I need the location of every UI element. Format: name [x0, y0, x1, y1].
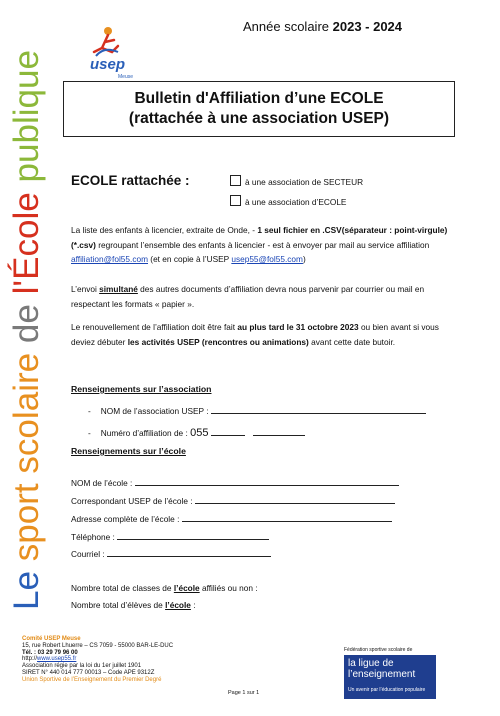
usep-logo [74, 22, 144, 80]
slogan-word: scolaire [7, 353, 46, 484]
assoc-section-heading: Renseignements sur l’association [71, 384, 212, 394]
slogan-word: Le [7, 571, 46, 610]
svg-text:Le sport scolaire de l'École p [7, 50, 46, 610]
slogan-word: publique [7, 50, 46, 193]
total-classes-field[interactable]: Nombre total de classes de l’école affiliés ou non : [71, 583, 258, 593]
title-box [63, 81, 455, 137]
website-link[interactable]: www.usep55.fr [37, 656, 77, 663]
school-address-field[interactable]: Adresse complète de l’école : [71, 512, 392, 524]
paragraph-deadline: Le renouvellement de l’affiliation doit être fait au plus tard le 31 octobre 2023 ou bien avant si vous deviez débuter les activités USEP (rencontres ou animations) avant cette date butoir. [71, 322, 439, 347]
checkbox-secteur[interactable] [230, 175, 241, 186]
ligue-logo-block: Fédération sportive scolaire de la ligue de l’enseignement Un avenir par l’éducation populaire [344, 647, 436, 699]
school-phone-field[interactable]: Téléphone : [71, 530, 269, 542]
paragraph-csv: La liste des enfants à licencier, extraite de Onde, - 1 seul fichier en .CSV(séparateur : point-virgule)(*.csv) regroupant l’ensemble des enfants à licencier - est à envoyer par mail au service affiliation affiliation@fol55.com (et en copie à l’USEP usep55@fol55.com) [71, 225, 448, 264]
slogan-word: sport [7, 483, 46, 572]
total-pupils-field[interactable]: Nombre total d’élèves de l’école : [71, 600, 196, 610]
title-line-2: (rattachée à une association USEP) [128, 110, 390, 127]
footer-address-block: Comité USEP Meuse 15, rue Robert Lhuerre – CS 7059 - 55000 BAR-LE-DUC Tél. : 03 29 79 96 00 http://www.usep55.fr Association régie par la loi du 1er juillet 1901 SIRET N° 440 014 777 00013 – Code APE 9312Z Union Sportive de l’Enseignement du Premier Degré [22, 636, 174, 683]
slogan-word: de [7, 304, 46, 353]
school-section-heading: Renseignements sur l’école [71, 446, 186, 456]
school-name-field[interactable]: NOM de l’école : [71, 476, 399, 488]
affiliation-number-field[interactable]: - Numéro d’affiliation de : 055 [88, 426, 305, 439]
school-email-field[interactable]: Courriel : [71, 547, 271, 559]
option-secteur[interactable]: à une association de SECTEUR [230, 175, 363, 187]
ligue-enseignement-logo: la ligue de l’enseignement Un avenir par l’éducation populaire [344, 655, 436, 699]
ecole-rattachee-label: ECOLE rattachée : [71, 173, 190, 188]
checkbox-ecole[interactable] [230, 195, 241, 206]
side-slogan [6, 0, 50, 716]
school-year: Année scolaire 2023 - 2024 [243, 19, 403, 34]
email-usep-link[interactable]: usep55@fol55.com [231, 254, 303, 264]
svg-text:Meuse: Meuse [118, 74, 134, 80]
option-ecole[interactable]: à une association d’ECOLE [230, 195, 346, 207]
school-correspondent-field[interactable]: Correspondant USEP de l’école : [71, 494, 395, 506]
assoc-name-field[interactable]: - NOM de l’association USEP : [88, 404, 426, 416]
page-number: Page 1 sur 1 [228, 690, 260, 696]
paragraph-envoi: L’envoi simultané des autres documents d’affiliation devra nous parvenir par courrier ou mail en respectant les formats « papier ». [71, 284, 425, 309]
email-affiliation-link[interactable]: affiliation@fol55.com [71, 254, 148, 264]
svg-text:usep: usep [90, 56, 126, 73]
slogan-word: l'École [7, 192, 46, 305]
title-line-1: Bulletin d'Affiliation d’une ECOLE [134, 90, 384, 107]
